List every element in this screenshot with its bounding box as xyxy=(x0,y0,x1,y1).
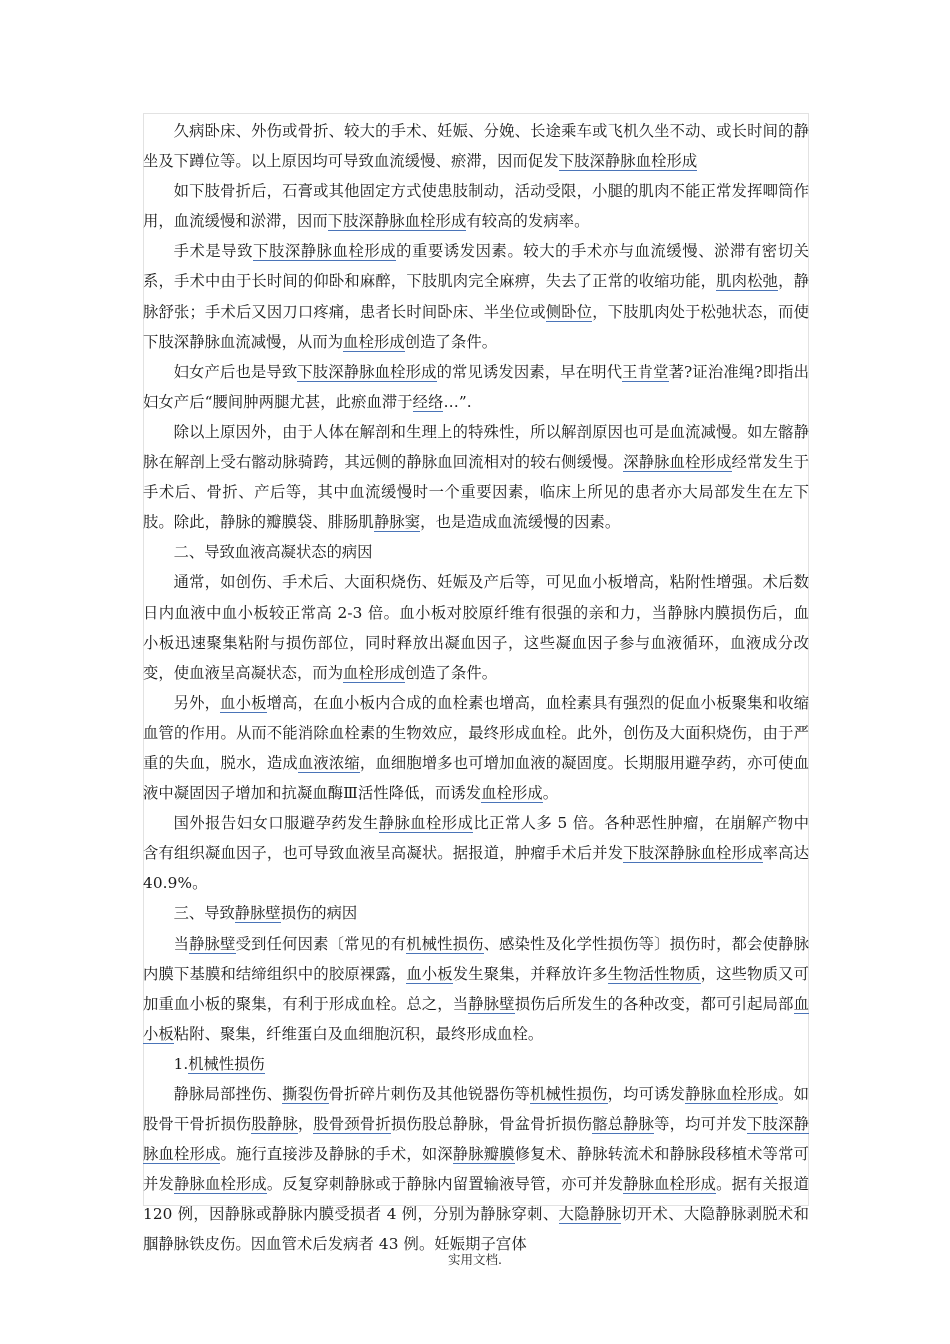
term-link[interactable]: 下肢深静脉血栓形成 xyxy=(143,1115,809,1164)
term-link[interactable]: 生物活性物质 xyxy=(607,964,701,983)
text-run: 国外报告妇女口服避孕药发生 xyxy=(173,814,379,833)
term-link[interactable]: 静脉血栓形成 xyxy=(173,1175,267,1194)
text-run: 除以上原因外，由于人体在解剖和生理上的特殊性，所以解剖原因也可是血流减慢。如左髂静脉在解剖上受右髂动脉骑跨，其远侧的静脉血回流相对的较右侧缓慢。 xyxy=(143,422,809,472)
body-paragraph xyxy=(143,236,809,356)
term-link[interactable]: 下肢深静脉血栓形成 xyxy=(623,844,763,863)
text-run: 发生聚集，并释放许多 xyxy=(452,964,608,983)
text-run: 粘附、聚集，纤维蛋白及血细胞沉积，最终形成血栓。 xyxy=(173,1024,544,1043)
term-link[interactable]: 静脉血栓形成 xyxy=(378,814,474,833)
body-paragraph xyxy=(143,417,809,537)
text-run: 骨折碎片刺伤及其他锐器伤等 xyxy=(328,1085,531,1103)
term-link[interactable]: 股骨颈骨折 xyxy=(313,1115,391,1134)
term-link[interactable]: 深静脉血栓形成 xyxy=(623,453,732,472)
term-link[interactable]: 大隐静脉 xyxy=(558,1205,622,1224)
term-link[interactable]: 静脉壁 xyxy=(234,904,281,923)
text-run: 创造了条件。 xyxy=(404,663,498,682)
text-run: 经常发生于手术后、骨折、产后等，其中血流缓慢时一个重要因素，临床上所见的患者亦大局部发生在左下肢。除此，静脉的瓣膜袋、腓肠肌 xyxy=(143,453,809,532)
text-run: 三、导致 xyxy=(173,904,235,923)
term-link[interactable]: 肌肉松弛 xyxy=(716,272,779,291)
term-link[interactable]: 血液浓缩 xyxy=(297,753,360,772)
text-run: 妇女产后也是导致 xyxy=(173,362,298,381)
term-link[interactable]: 侧卧位 xyxy=(545,302,593,321)
text-run: 久病卧床、外伤或骨折、较大的手术、妊娠、分娩、长途乘车或飞机久坐不动、或长时间的静坐及下蹲位等。以上原因均可导致血流缓慢、瘀滞，因而促发 xyxy=(143,122,809,171)
term-link[interactable]: 机械性损伤 xyxy=(188,1054,265,1073)
term-link[interactable]: 撕裂伤 xyxy=(282,1085,329,1103)
text-run: 率高达 40.9%。 xyxy=(143,844,810,893)
text-run: 修复术、静脉转流术和静脉段移植术等常可并发 xyxy=(143,1145,809,1194)
term-link[interactable]: 血栓形成 xyxy=(343,332,405,351)
text-run: 二、导致血液高凝状态的病因 xyxy=(173,543,373,562)
term-link[interactable]: 血小板 xyxy=(143,994,809,1043)
term-link[interactable]: 下肢深静脉血栓形成 xyxy=(558,152,698,171)
term-link[interactable]: 王肯堂 xyxy=(622,362,669,381)
term-link[interactable]: 血小板 xyxy=(406,964,453,983)
term-link[interactable]: 经络 xyxy=(412,392,444,411)
term-link[interactable]: 静脉血栓形成 xyxy=(623,1175,717,1194)
term-link[interactable]: 静脉壁 xyxy=(189,934,236,953)
text-run: ，下肢肌肉处于松弛状态，而使下肢深静脉血流减慢，从而为 xyxy=(143,302,810,351)
term-link[interactable]: 下肢深静脉血栓形成 xyxy=(297,362,437,381)
term-link[interactable]: 静脉壁 xyxy=(468,994,515,1013)
term-link[interactable]: 静脉血栓形成 xyxy=(685,1085,779,1103)
text-run: 如下肢骨折后，石膏或其他固定方式使患肢制动，活动受限，小腿的肌肉不能正常发挥唧筒作用，血流缓慢和淤滞，因而 xyxy=(143,182,809,231)
term-link[interactable]: 机械性损伤 xyxy=(406,934,484,953)
body-paragraph xyxy=(143,929,809,1049)
text-run: 手术是导致 xyxy=(173,242,254,261)
text-run: 、感染性及化学性损伤等〕损伤时，都会使静脉内膜下基膜和结缔组织中的胶原裸露， xyxy=(143,934,809,983)
text-run: 著?证治准绳?即指出妇女产后“腰间肿两腿尤甚，此瘀血滞于 xyxy=(143,362,809,411)
text-run: 1. xyxy=(173,1054,189,1073)
text-run: 有较高的发病率。 xyxy=(466,212,590,231)
text-run: 。 xyxy=(542,784,559,803)
text-run: 比正常人多 5 倍。各种恶性肿瘤，在崩解产物中含有组织凝血因子，也可导致血液呈高凝状。据报道，肿瘤手术后并发 xyxy=(143,814,809,863)
term-link[interactable]: 髂总静脉 xyxy=(592,1115,655,1134)
term-link[interactable]: 血小板 xyxy=(220,693,267,712)
term-link[interactable]: 静脉窦 xyxy=(373,513,421,532)
term-link[interactable]: 血栓形成 xyxy=(481,784,543,803)
text-run: 的常见诱发因素，早在明代 xyxy=(436,362,623,381)
page-footer: 实用文档. xyxy=(448,1252,502,1267)
term-link[interactable]: 下肢深静脉血栓形成 xyxy=(327,212,467,231)
text-run: …”. xyxy=(443,392,472,411)
document-body xyxy=(143,116,809,1260)
term-link[interactable]: 股静脉 xyxy=(251,1115,298,1134)
text-run: ，也是造成血流缓慢的因素。 xyxy=(420,513,621,532)
text-run: ，均可诱发 xyxy=(607,1085,686,1103)
text-run: ， xyxy=(297,1115,314,1134)
text-run: 通常，如创伤、手术后、大面积烧伤、妊娠及产后等，可见血小板增高，粘附性增强。术后数日内血液中血小板较正常高 2-3 倍。血小板对胶原纤维有很强的亲和力，当静脉内膜损伤后，血小板迅速聚集粘附与损伤部位，同时释放出凝血因子，这些凝血因子参与血液循环，血液成分改变，使血液呈高凝状态，而为 xyxy=(143,573,809,682)
text-run: 损伤股总静脉，骨盆骨折损伤 xyxy=(390,1115,593,1134)
text-run: 切开术、大隐静脉剥脱术和腘静脉铁皮伤。因血管术后发病者 43 例。妊娠期子宫体 xyxy=(143,1205,809,1254)
body-paragraph xyxy=(143,688,809,808)
text-run: ，血细胞增多也可增加血液的凝固度。长期服用避孕药，亦可使血液中凝固因子增加和抗凝血酶Ⅲ活性降低，而诱发 xyxy=(143,753,809,803)
body-paragraph xyxy=(143,116,809,176)
text-run: 静脉局部挫伤、 xyxy=(173,1085,283,1103)
text-run: 当 xyxy=(173,934,190,953)
text-run: 等，均可并发 xyxy=(654,1115,748,1134)
body-paragraph xyxy=(143,567,809,687)
text-run: 另外， xyxy=(173,693,221,712)
text-run: 的重要诱发因素。较大的手术亦与血流缓慢、淤滞有密切关系，手术中由于长时间的仰卧和麻醉，下肢肌肉完全麻痹，失去了正常的收缩功能， xyxy=(143,242,809,291)
text-run: 。如股骨干骨折损伤 xyxy=(143,1085,809,1134)
text-run: ，静脉舒张；手术后又因刀口疼痛，患者长时间卧床、半坐位或 xyxy=(143,272,810,321)
text-run: 创造了条件。 xyxy=(404,332,498,351)
body-paragraph xyxy=(143,808,809,898)
text-run: ，这些物质又可加重血小板的聚集，有利于形成血栓。总之，当 xyxy=(143,964,809,1013)
section-heading xyxy=(143,898,809,928)
body-paragraph xyxy=(143,1079,809,1260)
text-run: 。施行直接涉及静脉的手术，如深 xyxy=(220,1145,453,1164)
term-link[interactable]: 静脉瓣膜 xyxy=(452,1145,515,1164)
body-paragraph xyxy=(143,357,809,417)
section-heading xyxy=(143,537,809,567)
text-run: 。据有关报道 120 例，因静脉或静脉内膜受损者 4 例，分别为静脉穿刺、 xyxy=(143,1175,809,1224)
term-link[interactable]: 血栓形成 xyxy=(343,663,405,682)
term-link[interactable]: 机械性损伤 xyxy=(530,1085,608,1103)
text-run: 受到任何因素〔常见的有 xyxy=(235,934,407,953)
text-run: 损伤的病因 xyxy=(280,904,358,923)
text-run: 增高，在血小板内合成的血栓素也增高，血栓素具有强烈的促血小板聚集和收缩血管的作用。从而不能消除血栓素的生物效应，最终形成血栓。此外，创伤及大面积烧伤，由于严重的失血，脱水，造成 xyxy=(143,693,809,772)
section-heading xyxy=(143,1049,809,1079)
text-run: 损伤后所发生的各种改变，都可引起局部 xyxy=(514,994,794,1013)
text-run: 。反复穿刺静脉或于静脉内留置输液导管，亦可并发 xyxy=(266,1175,624,1194)
term-link[interactable]: 下肢深静脉血栓形成 xyxy=(253,242,397,261)
body-paragraph xyxy=(143,176,809,236)
